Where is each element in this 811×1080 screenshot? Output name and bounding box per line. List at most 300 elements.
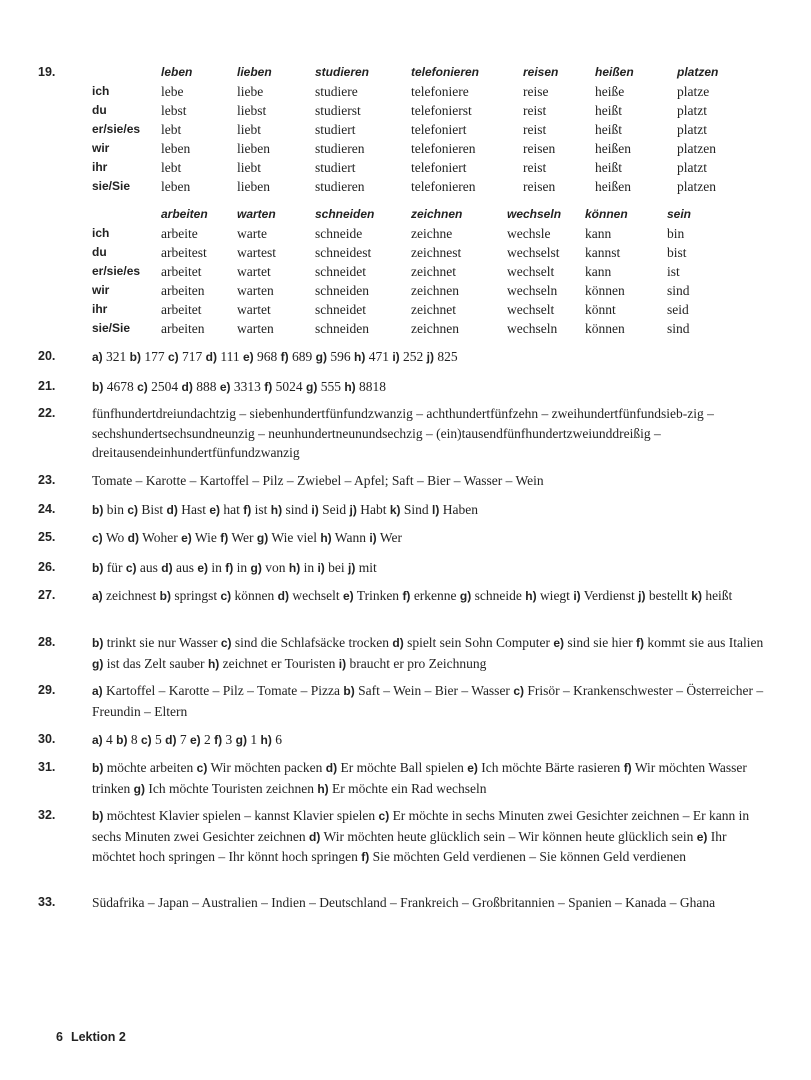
answer-label: i) — [369, 531, 377, 545]
form-cell: lieben — [237, 141, 270, 156]
table-row — [92, 120, 737, 139]
answer-text: Frisör – Krankenschwester – Österreicher – Freundin – Eltern — [92, 683, 764, 719]
form-cell: platzt — [677, 160, 707, 175]
form-cell: liebe — [237, 84, 264, 99]
table-row — [92, 139, 737, 158]
form-cell: arbeite — [161, 226, 198, 241]
answer-label: b) — [129, 350, 141, 364]
answer-label: e) — [467, 761, 478, 775]
answer-text: 7 — [179, 732, 187, 747]
answer-label: d) — [392, 636, 404, 650]
form-cell: platzt — [677, 103, 707, 118]
form-cell: heißt — [595, 122, 622, 137]
answer-label: c) — [137, 380, 148, 394]
form-cell: heißen — [595, 179, 631, 194]
form-cell: können — [585, 321, 625, 336]
answer-text: ist — [254, 502, 268, 517]
exercise-number: 22. — [38, 406, 56, 420]
answer-text: zeichnest — [106, 588, 157, 603]
form-cell: zeichnet — [411, 302, 456, 317]
answer-label: c) — [220, 636, 232, 650]
exercise-number: 30. — [38, 732, 56, 746]
answer-text: 555 — [320, 379, 341, 394]
answer-text: Trinken — [356, 588, 400, 603]
answer-label: f) — [264, 380, 273, 394]
answer-label: g) — [250, 561, 262, 575]
answer-text: sind — [285, 502, 309, 517]
verb-header-row — [92, 205, 727, 224]
form-cell: ist — [667, 264, 680, 279]
answer-label: f) — [225, 561, 234, 575]
answer-label: d) — [277, 589, 289, 603]
answer-label: c) — [125, 561, 137, 575]
answer-text: Bist — [141, 502, 164, 517]
exercise-answer — [92, 586, 764, 607]
answer-text: Ich möchte Touristen zeichnen — [148, 780, 314, 796]
answer-label: a) — [92, 733, 103, 747]
exercise-answer — [92, 500, 764, 521]
conjugation-table-1 — [92, 63, 737, 196]
answer-text: Wie viel — [271, 530, 317, 545]
answer-label: g) — [256, 531, 269, 545]
answer-text: fünfhundertdreiundachtzig – siebenhundertfünfundzwanzig – achthundertfünfzehn – zweihundertfünfundsieb-zig – sechshundertsechsundneunzig – neunhundertneunundsechzig – (ein)tausendfünfhundertzweiunddreißig – dreitausendeinhundertfünfundzwanzig — [92, 406, 714, 460]
answer-label: h) — [317, 781, 329, 796]
answer-text: von — [265, 560, 286, 575]
answer-label: h) — [344, 380, 356, 394]
form-cell: telefoniert — [411, 160, 467, 175]
answer-label: a) — [92, 350, 103, 364]
answer-text: 8 — [130, 732, 138, 747]
answer-label: h) — [354, 350, 366, 364]
form-cell: platzt — [677, 122, 707, 137]
pronoun: ich — [92, 84, 110, 98]
answer-text: Wo — [105, 530, 125, 545]
answer-label: c) — [92, 531, 103, 545]
form-cell: platze — [677, 84, 710, 99]
answer-label: h) — [288, 561, 301, 575]
answer-label: f) — [623, 761, 632, 775]
verb-heading: warten — [237, 207, 276, 221]
exercise-number: 24. — [38, 502, 56, 516]
answer-text: 6 — [275, 732, 282, 747]
answer-text: Wir möchten packen — [210, 760, 323, 775]
answer-label: j) — [348, 561, 356, 575]
form-cell: arbeiten — [161, 321, 205, 336]
answer-text: 717 — [182, 349, 203, 364]
answer-label: b) — [92, 761, 104, 775]
answer-label: b) — [92, 503, 104, 517]
form-cell: leben — [161, 179, 191, 194]
exercise-number: 28. — [38, 635, 56, 649]
answer-text: 4 — [106, 732, 113, 747]
answer-label: j) — [638, 589, 646, 603]
answer-label: h) — [320, 531, 332, 545]
answer-text: 2 — [204, 732, 211, 747]
form-cell: seid — [667, 302, 689, 317]
answer-text: Hast — [181, 502, 206, 517]
form-cell: wechsle — [507, 226, 551, 241]
form-cell: sind — [667, 321, 690, 336]
answer-text: 689 — [292, 349, 313, 364]
answer-label: e) — [197, 561, 208, 575]
form-cell: liebst — [237, 103, 267, 118]
answer-text: möchte arbeiten — [106, 760, 194, 775]
answer-text: sind sie hier — [567, 635, 633, 650]
answer-text: Wer — [231, 530, 254, 545]
pronoun: ihr — [92, 302, 108, 316]
exercise-number: 33. — [38, 895, 56, 909]
answer-label: i) — [338, 656, 347, 671]
form-cell: schneidet — [315, 302, 366, 317]
answer-label: i) — [317, 561, 325, 575]
answer-label: f) — [361, 850, 370, 864]
form-cell: zeichnen — [411, 283, 459, 298]
pronoun: sie/Sie — [92, 321, 131, 335]
verb-heading: sein — [667, 207, 692, 221]
verb-heading: arbeiten — [161, 207, 208, 221]
answer-text: 3 — [225, 732, 233, 747]
answer-label: g) — [133, 781, 145, 796]
exercise-number: 26. — [38, 560, 56, 574]
exercise-answer — [92, 377, 764, 398]
form-cell: zeichnen — [411, 321, 459, 336]
answer-text: 252 — [403, 349, 424, 364]
page-footer — [56, 1030, 126, 1044]
form-cell: schneide — [315, 226, 363, 241]
exercise-answer — [92, 806, 764, 868]
answer-label: j) — [349, 503, 357, 517]
pronoun: er/sie/es — [92, 264, 141, 278]
answer-text: in — [303, 560, 315, 575]
answer-label: k) — [691, 589, 702, 603]
answer-text: Seid — [322, 502, 347, 517]
page-number: 6 — [56, 1030, 63, 1044]
form-cell: sind — [667, 283, 690, 298]
form-cell: schneidet — [315, 264, 366, 279]
form-cell: wechselt — [507, 302, 555, 317]
form-cell: studieren — [315, 141, 365, 156]
answer-label: g) — [315, 350, 327, 364]
form-cell: schneidest — [315, 245, 372, 260]
answer-text: hat — [223, 502, 240, 517]
form-cell: wechseln — [507, 321, 558, 336]
answer-label: b) — [92, 380, 104, 394]
answer-text: bin — [106, 502, 124, 517]
answer-text: zeichnet er Touristen — [222, 655, 336, 671]
answer-label: g) — [92, 656, 104, 671]
answer-text: Habt — [360, 502, 387, 517]
pronoun: ich — [92, 226, 110, 240]
answer-text: Wir möchten heute glücklich sein – Wir können heute glücklich sein — [323, 828, 694, 844]
form-cell: können — [585, 283, 625, 298]
form-cell: studiere — [315, 84, 358, 99]
form-cell: reist — [523, 103, 547, 118]
answer-label: d) — [325, 761, 338, 775]
verb-heading: wechseln — [507, 207, 562, 221]
pronoun: sie/Sie — [92, 179, 131, 193]
form-cell: zeichnet — [411, 264, 456, 279]
answer-label: d) — [181, 380, 193, 394]
verb-heading: telefonieren — [411, 65, 480, 79]
answer-text: Saft – Wein – Bier – Wasser — [358, 683, 510, 698]
answer-label: d) — [127, 531, 139, 545]
table-row — [92, 243, 727, 262]
answer-text: Südafrika – Japan – Australien – Indien – Deutschland – Frankreich – Großbritannien – Spanien – Kanada – Ghana — [92, 895, 716, 910]
form-cell: bist — [667, 245, 687, 260]
form-cell: lebst — [161, 103, 187, 118]
answer-label: e) — [553, 636, 564, 650]
answer-text: 177 — [144, 349, 165, 364]
answer-text: Wir möchten Wasser trinken — [92, 760, 747, 796]
answer-label: e) — [243, 350, 254, 364]
answer-text: Er möchte in sechs Minuten zwei Gesichter zeichnen – Er kann in sechs Minuten zwei Gesichter zeichnen — [92, 808, 750, 844]
answer-text: Kartoffel – Karotte – Pilz – Tomate – Pizza — [106, 683, 341, 698]
answer-label: c) — [168, 350, 179, 364]
answer-label: e) — [181, 531, 192, 545]
table-row — [92, 262, 727, 281]
answer-text: in — [211, 560, 222, 575]
form-cell: wechselst — [507, 245, 560, 260]
answer-text: Ich möchte Bärte rasieren — [481, 760, 621, 775]
verb-heading: studieren — [315, 65, 370, 79]
form-cell: liebt — [237, 160, 261, 175]
form-cell: könnt — [585, 302, 616, 317]
answer-label: e) — [219, 380, 231, 394]
answer-text: bei — [328, 560, 345, 575]
exercise-answer — [92, 528, 764, 549]
exercise-answer — [92, 471, 764, 491]
exercise-number: 29. — [38, 683, 56, 697]
answer-text: Wann — [334, 530, 366, 545]
table-row — [92, 300, 727, 319]
form-cell: lebt — [161, 160, 182, 175]
form-cell: wechseln — [507, 283, 558, 298]
exercise-number: 23. — [38, 473, 56, 487]
answer-label: f) — [402, 589, 411, 603]
answer-text: 471 — [368, 349, 389, 364]
answer-text: können — [234, 588, 275, 603]
form-cell: reisen — [523, 141, 556, 156]
answer-text: 5024 — [275, 379, 303, 394]
answer-text: 596 — [330, 349, 351, 364]
answer-label: a) — [92, 684, 103, 698]
answer-text: 5 — [155, 732, 162, 747]
exercise-answer — [92, 633, 764, 674]
form-cell: arbeiten — [161, 283, 205, 298]
answer-text: 888 — [196, 379, 217, 394]
answer-label: e) — [209, 503, 221, 517]
answer-text: 3313 — [233, 379, 261, 394]
answer-label: c) — [196, 761, 208, 775]
exercise-number: 31. — [38, 760, 56, 774]
form-cell: wartet — [237, 302, 271, 317]
form-cell: lieben — [237, 179, 270, 194]
answer-text: Sie möchten Geld verdienen – Sie können Geld verdienen — [372, 849, 686, 864]
answer-label: c) — [220, 589, 232, 603]
answer-label: b) — [159, 589, 171, 603]
exercise-answer — [92, 404, 764, 463]
form-cell: bin — [667, 226, 685, 241]
form-cell: telefonieren — [411, 179, 476, 194]
verb-heading: heißen — [595, 65, 634, 79]
form-cell: heißen — [595, 141, 631, 156]
form-cell: platzen — [677, 179, 716, 194]
answer-label: j) — [426, 350, 435, 364]
answer-label: g) — [459, 589, 472, 603]
form-cell: studieren — [315, 179, 365, 194]
answer-text: Er möchte ein Rad wechseln — [332, 780, 487, 796]
form-cell: studiert — [315, 122, 356, 137]
table-row — [92, 158, 737, 177]
answer-text: Tomate – Karotte – Kartoffel – Pilz – Zwiebel – Apfel; Saft – Bier – Wasser – Wein — [92, 473, 544, 488]
form-cell: platzen — [677, 141, 716, 156]
answer-text: spielt sein Sohn Computer — [407, 635, 550, 650]
table-row — [92, 101, 737, 120]
answer-text: bestellt — [648, 588, 688, 603]
answer-text: Er möchte Ball spielen — [340, 760, 464, 775]
form-cell: telefonieren — [411, 141, 476, 156]
answer-label: h) — [270, 503, 283, 517]
form-cell: reist — [523, 160, 547, 175]
answer-label: d) — [161, 561, 173, 575]
answer-text: 2504 — [151, 379, 179, 394]
answer-text: Woher — [142, 530, 178, 545]
form-cell: lebe — [161, 84, 184, 99]
answer-text: möchtest Klavier spielen – kannst Klavier spielen — [106, 808, 376, 823]
answer-label: h) — [207, 656, 220, 671]
answer-label: h) — [525, 589, 537, 603]
exercise-number: 21. — [38, 379, 56, 393]
answer-label: f) — [214, 733, 223, 747]
answer-text: Sind — [403, 502, 429, 517]
exercise-number: 20. — [38, 349, 56, 363]
exercise-number: 19. — [38, 65, 56, 79]
exercise-answer — [92, 758, 764, 799]
answer-label: g) — [235, 733, 247, 747]
verb-header-row — [92, 63, 737, 82]
answer-text: Haben — [442, 502, 478, 517]
answer-label: b) — [92, 809, 104, 823]
verb-heading: lieben — [237, 65, 272, 79]
form-cell: wechselt — [507, 264, 555, 279]
pronoun: wir — [92, 283, 110, 297]
answer-label: h) — [260, 733, 272, 747]
answer-text: braucht er pro Zeichnung — [349, 655, 487, 671]
form-cell: wartest — [237, 245, 276, 260]
answer-text: 321 — [106, 349, 127, 364]
answer-text: Wie — [194, 530, 217, 545]
answer-label: b) — [116, 733, 128, 747]
form-cell: arbeitest — [161, 245, 207, 260]
answer-label: f) — [635, 636, 644, 650]
answer-label: f) — [280, 350, 289, 364]
answer-text: 825 — [437, 349, 458, 364]
form-cell: heißt — [595, 160, 622, 175]
form-cell: telefoniere — [411, 84, 469, 99]
form-cell: heißt — [595, 103, 622, 118]
answer-label: b) — [92, 636, 104, 650]
answer-label: g) — [306, 380, 318, 394]
exercise-number: 27. — [38, 588, 56, 602]
answer-text: erkenne — [413, 588, 457, 603]
form-cell: heiße — [595, 84, 625, 99]
form-cell: warte — [237, 226, 267, 241]
form-cell: schneiden — [315, 283, 369, 298]
answer-label: a) — [92, 589, 103, 603]
answer-text: Ihr möchtet hoch springen – Ihr könnt hoch springen — [92, 828, 727, 864]
form-cell: schneiden — [315, 321, 369, 336]
answer-label: c) — [513, 684, 524, 698]
answer-label: d) — [205, 350, 217, 364]
answer-text: kommt sie aus Italien — [647, 635, 764, 650]
answer-text: aus — [139, 560, 158, 575]
pronoun: er/sie/es — [92, 122, 141, 136]
answer-label: i) — [311, 503, 319, 517]
exercise-answer — [92, 347, 764, 368]
verb-heading: reisen — [523, 65, 559, 79]
answer-label: f) — [243, 503, 252, 517]
verb-heading: platzen — [677, 65, 719, 79]
form-cell: warten — [237, 283, 274, 298]
form-cell: zeichnest — [411, 245, 462, 260]
form-cell: arbeitet — [161, 302, 202, 317]
form-cell: kann — [585, 264, 612, 279]
answer-label: i) — [573, 589, 581, 603]
answer-label: f) — [220, 531, 229, 545]
answer-text: ist das Zelt sauber — [106, 655, 205, 671]
answer-label: e) — [342, 589, 354, 603]
exercise-number: 32. — [38, 808, 56, 822]
pronoun: du — [92, 103, 107, 117]
answer-text: springst — [174, 588, 218, 603]
answer-label: e) — [190, 733, 201, 747]
answer-text: heißt — [705, 588, 733, 603]
answer-text: Wer — [379, 530, 402, 545]
form-cell: reise — [523, 84, 549, 99]
form-cell: telefoniert — [411, 122, 467, 137]
exercise-number: 25. — [38, 530, 56, 544]
form-cell: liebt — [237, 122, 261, 137]
answer-text: trinkt sie nur Wasser — [106, 635, 218, 650]
form-cell: zeichne — [411, 226, 453, 241]
verb-heading: können — [585, 207, 628, 221]
answer-label: d) — [166, 503, 178, 517]
answer-text: 968 — [257, 349, 278, 364]
verb-heading: schneiden — [315, 207, 375, 221]
answer-label: d) — [165, 733, 177, 747]
answer-text: sind die Schlafsäcke trocken — [234, 635, 389, 650]
answer-label: l) — [432, 503, 440, 517]
answer-text: 4678 — [106, 379, 134, 394]
exercise-answer — [92, 681, 764, 721]
form-cell: warten — [237, 321, 274, 336]
answer-label: k) — [389, 503, 401, 517]
answer-text: für — [106, 560, 123, 575]
answer-text: 8818 — [359, 379, 387, 394]
table-row — [92, 281, 727, 300]
form-cell: kann — [585, 226, 612, 241]
lesson-label: Lektion 2 — [70, 1030, 126, 1044]
form-cell: arbeitet — [161, 264, 202, 279]
answer-text: wechselt — [292, 588, 340, 603]
answer-text: in — [236, 560, 248, 575]
answer-text: aus — [175, 560, 194, 575]
conjugation-table-2 — [92, 205, 727, 338]
answer-label: b) — [92, 561, 104, 575]
form-cell: lebt — [161, 122, 182, 137]
verb-heading: leben — [161, 65, 193, 79]
answer-label: c) — [127, 503, 139, 517]
